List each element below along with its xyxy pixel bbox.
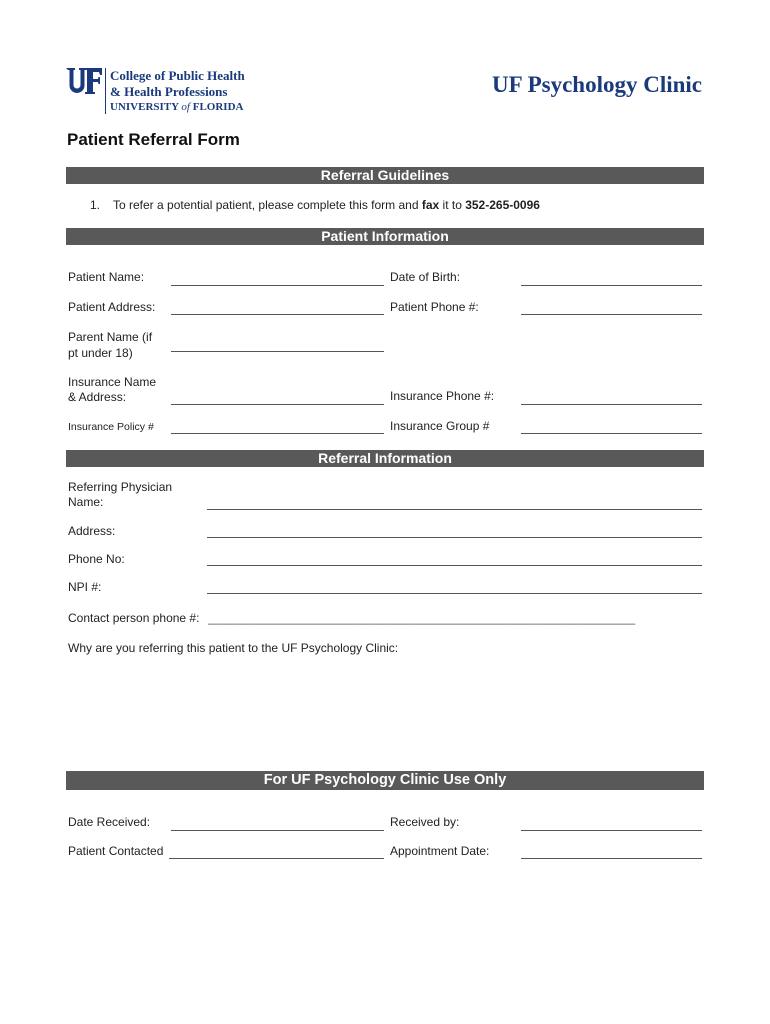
clinic-title: UF Psychology Clinic [492, 72, 702, 97]
received-by-label: Received by: [390, 815, 460, 829]
section-bar-referral-guidelines: Referral Guidelines [66, 167, 704, 184]
date-received-field[interactable] [171, 830, 384, 831]
contact-phone-label: Contact person phone #: [68, 611, 200, 625]
section-bar-referral-information: Referral Information [66, 450, 704, 467]
referral-address-label: Address: [68, 524, 116, 538]
referring-physician-label-1: Referring Physician [68, 480, 173, 494]
insurance-name-label-1: Insurance Name [68, 375, 157, 389]
insurance-group-field[interactable] [521, 433, 702, 434]
appointment-date-field[interactable] [521, 858, 702, 859]
referral-phone-label: Phone No: [68, 552, 125, 566]
patient-address-label: Patient Address: [68, 300, 156, 314]
guideline-number: 1. [90, 198, 101, 212]
patient-phone-label: Patient Phone #: [390, 300, 479, 314]
referral-reason-area[interactable] [66, 660, 704, 760]
insurance-group-label: Insurance Group # [390, 419, 490, 433]
insurance-name-field[interactable] [171, 404, 384, 405]
date-of-birth-field[interactable] [521, 285, 702, 286]
referring-physician-label-2: Name: [68, 495, 104, 509]
insurance-policy-label: Insurance Policy # [68, 421, 154, 433]
parent-name-label-1: Parent Name (if [68, 330, 153, 344]
patient-address-field[interactable] [171, 314, 384, 315]
patient-contacted-field[interactable] [169, 858, 384, 859]
guideline-text-a: To refer a potential patient, please complete this form and [113, 198, 422, 212]
patient-phone-field[interactable] [521, 314, 702, 315]
date-received-label: Date Received: [68, 815, 151, 829]
guideline-text [113, 197, 540, 213]
insurance-phone-label: Insurance Phone #: [390, 389, 495, 403]
logo-of-word: of [181, 101, 190, 113]
logo-university-line [110, 101, 243, 113]
parent-name-field[interactable] [171, 351, 384, 352]
logo-health-line: & Health Professions [110, 84, 228, 99]
guideline-text-b: it to [439, 198, 466, 212]
referral-reason-label: Why are you referring this patient to the UF Psychology Clinic: [68, 641, 399, 655]
section-bar-patient-information: Patient Information [66, 228, 704, 245]
contact-phone-field[interactable]: ________________________________________________________________ [208, 611, 636, 625]
logo-college-line: College of Public Health [110, 68, 245, 83]
section-bar-clinic-use-only: For UF Psychology Clinic Use Only [66, 771, 704, 790]
logo-divider [105, 68, 106, 114]
form-title: Patient Referral Form [67, 130, 240, 149]
insurance-policy-field[interactable] [171, 433, 384, 434]
guideline-fax-word: fax [421, 198, 440, 212]
npi-label: NPI #: [68, 580, 102, 594]
patient-contacted-label: Patient Contacted [68, 844, 164, 858]
logo-florida-word: FLORIDA [192, 101, 244, 113]
guideline-fax-number: 352-265-0096 [465, 198, 540, 212]
referral-phone-field[interactable] [207, 565, 702, 566]
patient-name-field[interactable] [171, 285, 384, 286]
referral-address-field[interactable] [207, 537, 702, 538]
appointment-date-label: Appointment Date: [390, 844, 490, 858]
insurance-name-label-2: & Address: [68, 390, 127, 404]
patient-name-label: Patient Name: [68, 270, 145, 284]
logo-university-word: UNIVERSITY [110, 101, 179, 113]
insurance-phone-field[interactable] [521, 404, 702, 405]
npi-field[interactable] [207, 593, 702, 594]
parent-name-label-2: pt under 18) [68, 346, 133, 360]
referring-physician-field[interactable] [207, 509, 702, 510]
uf-logo-mark [66, 68, 102, 98]
date-of-birth-label: Date of Birth: [390, 270, 461, 284]
received-by-field[interactable] [521, 830, 702, 831]
